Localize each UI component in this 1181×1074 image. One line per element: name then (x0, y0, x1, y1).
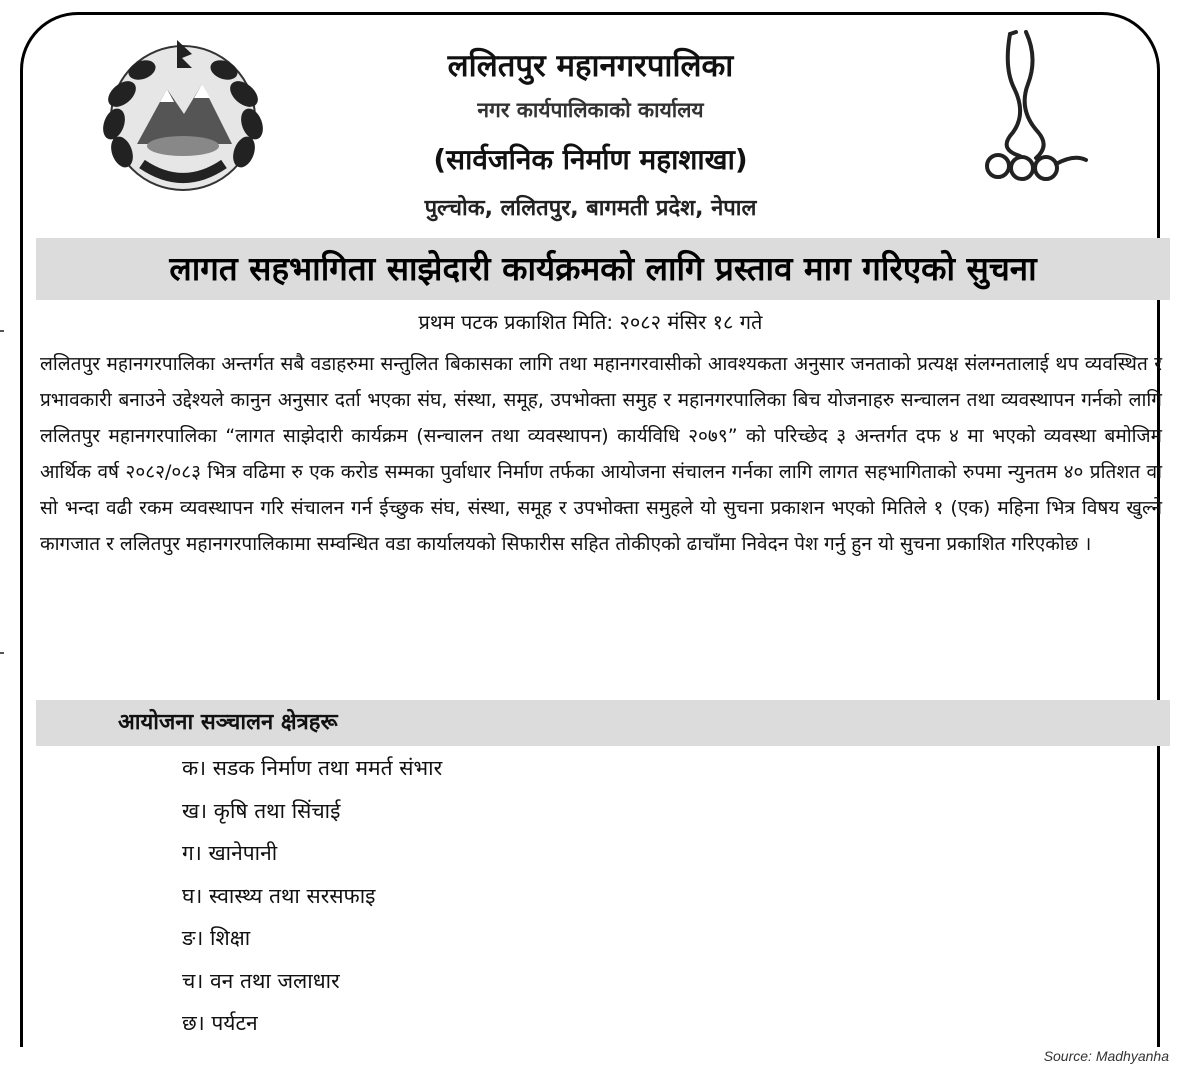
notice-title: लागत सहभागिता साझेदारी कार्यक्रमको लागि प्रस्ताव माग गरिएको सुचना (36, 238, 1170, 300)
notice-body: ललितपुर महानगरपालिका अन्तर्गत सबै वडाहरुमा सन्तुलित बिकासका लागि तथा महानगरवासीको आवश्यकता अनुसार जनताको प्रत्यक्ष संलग्नतालाई थप व्यवस्थित र प्रभावकारी बनाउने उद्देश्यले कानुन अनुसार दर्ता भएका संघ, संस्था, समूह, उपभोक्ता समुह र महानगरपालिका बिच योजनाहरु सन्चालन तथा व्यवस्थापन गर्नको लागि ललितपुर महानगरपालिका “लागत साझेदारी कार्यक्रम (सन्चालन तथा व्यवस्थापन) कार्यविधि २०७९” को परिच्छेद ३ अन्तर्गत दफ ४ मा भएको व्यवस्था बमोजिम आर्थिक वर्ष २०८२/०८३ भित्र वढिमा रु एक करोड सम्मका पुर्वाधार निर्माण तर्फका आयोजना संचालन गर्नका लागि लागत सहभागिताको रुपमा न्युनतम ४० प्रतिशत वा सो भन्दा वढी रकम व्यवस्थापन गरि संचालन गर्न ईच्छुक संघ, संस्था, समूह र उपभोक्ता समुहले यो सुचना प्रकाशन भएको मितिले १ (एक) महिना भित्र विषय खुल्ने कागजात र ललितपुर महानगरपालिकामा सम्वन्धित वडा कार्यालयको सिफारीस सहित तोकीएको ढाचाँमा निवेदन पेश गर्नु हुन यो सुचना प्रकाशित गरिएकोछ । (40, 353, 1162, 555)
org-office: नगर कार्यपालिकाको कार्यालय (477, 98, 704, 122)
list-item: च। वन तथा जलाधार (182, 968, 340, 993)
margin-marks (0, 330, 6, 974)
list-item: क। सडक निर्माण तथा ममर्त संभार (182, 756, 443, 780)
list-item: ख। कृषि तथा सिंचाई (182, 798, 341, 823)
list-item: ङ। शिक्षा (182, 926, 251, 950)
publish-date: प्रथम पटक प्रकाशित मिति: २०८२ मंसिर १८ गते (418, 310, 763, 334)
sector-list (182, 752, 442, 1050)
source-credit: Source: Madhyanha (1043, 1048, 1169, 1064)
sectors-heading: आयोजना सञ्चालन क्षेत्रहरू (36, 700, 1170, 746)
org-division: (सार्वजनिक निर्माण महाशाखा) (433, 143, 748, 176)
list-item: छ। पर्यटन (182, 1011, 258, 1035)
org-address: पुल्चोक, ललितपुर, बागमती प्रदेश, नेपाल (424, 196, 757, 221)
list-item: घ। स्वास्थ्य तथा सरसफाइ (182, 883, 376, 908)
list-item: ग। खानेपानी (182, 841, 278, 865)
org-name: ललितपुर महानगरपालिका (447, 48, 734, 84)
